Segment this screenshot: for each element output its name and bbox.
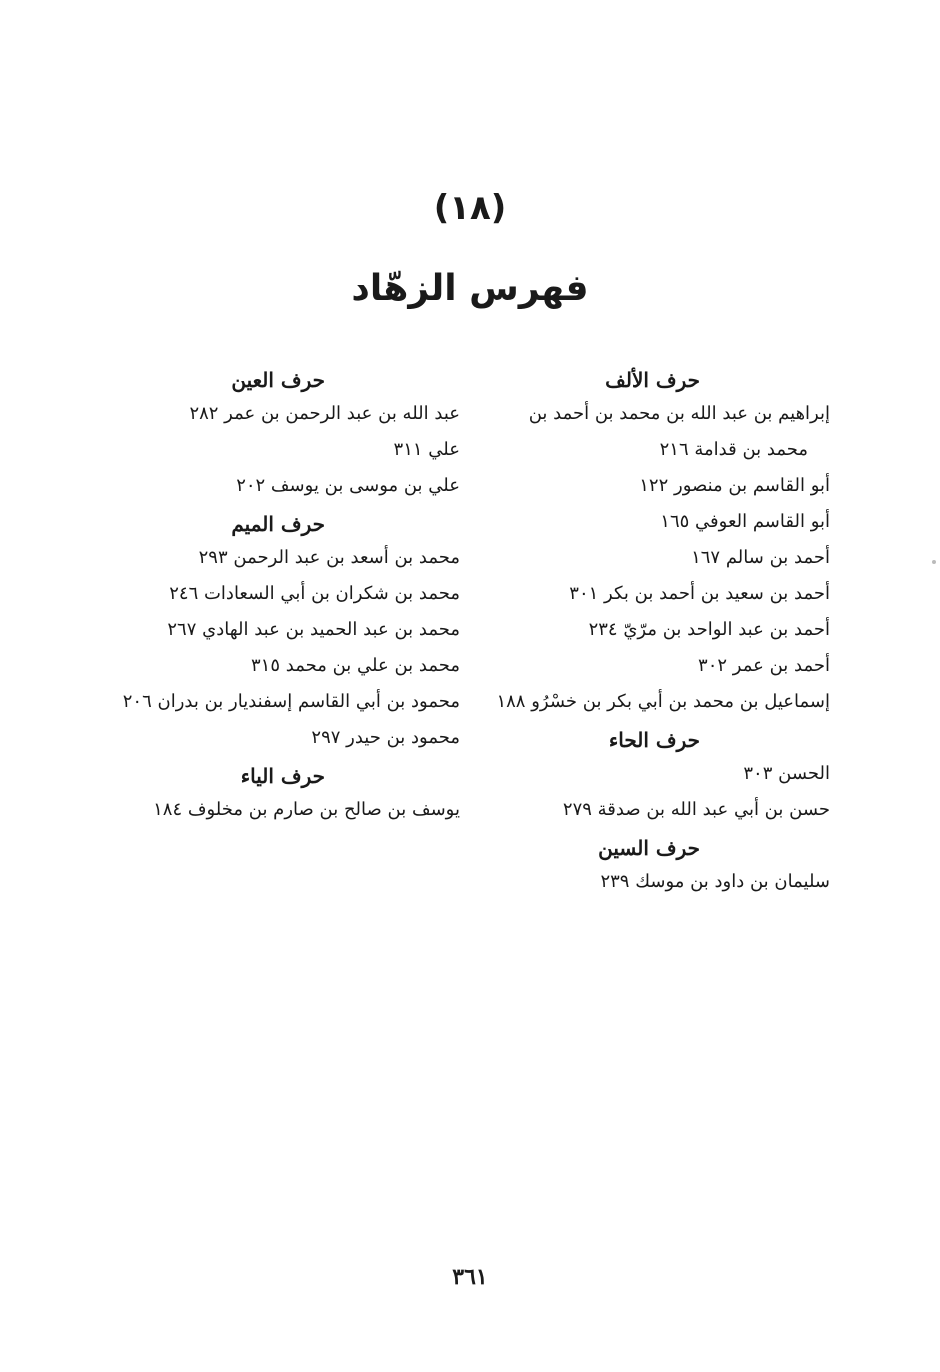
right-column	[496, 360, 830, 900]
index-entry: يوسف بن صالح بن صارم بن مخلوف ١٨٤	[153, 799, 460, 820]
section-heading: حرف الياء	[240, 764, 325, 788]
index-entry: محمد بن شكران بن أبي السعادات ٢٤٦	[169, 583, 460, 604]
index-entry: الحسن ٣٠٣	[743, 763, 830, 784]
index-entry: سليمان بن داود بن موسك ٢٣٩	[600, 871, 830, 892]
index-entry: محمد بن أسعد بن عبد الرحمن ٢٩٣	[198, 547, 460, 568]
index-entry: أحمد بن سعيد بن أحمد بن بكر ٣٠١	[569, 583, 830, 604]
index-entry: عبد الله بن عبد الرحمن بن عمر ٢٨٢	[189, 403, 460, 424]
index-entry-continuation: محمد بن قدامة ٢١٦	[659, 439, 808, 460]
index-entry: أبو القاسم بن منصور ١٢٢	[639, 475, 830, 496]
section-heading: حرف السين	[598, 836, 700, 860]
section-heading: حرف الحاء	[608, 728, 700, 752]
page-number: ٣٦١	[452, 1264, 488, 1290]
index-entry: أحمد بن عبد الواحد بن مرّيّ ٢٣٤	[588, 619, 830, 640]
index-entry: حسن بن أبي عبد الله بن صدقة ٢٧٩	[562, 799, 830, 820]
index-entry: علي ٣١١	[393, 439, 460, 460]
index-title: فهرس الزهّاد	[351, 268, 589, 309]
left-column	[100, 360, 460, 828]
index-entry: إبراهيم بن عبد الله بن محمد بن أحمد بن	[528, 403, 830, 424]
index-entry: محمود بن أبي القاسم إسفنديار بن بدران ٢٠٦	[122, 691, 460, 712]
index-entry: محمد بن علي بن محمد ٣١٥	[251, 655, 460, 676]
index-entry: محمود بن حيدر ٢٩٧	[311, 727, 460, 748]
section-heading: حرف العين	[231, 368, 325, 392]
index-entry: علي بن موسى بن يوسف ٢٠٢	[236, 475, 460, 496]
scan-speck	[932, 560, 936, 564]
section-heading: حرف الميم	[231, 512, 325, 536]
index-entry: محمد بن عبد الحميد بن عبد الهادي ٢٦٧	[167, 619, 460, 640]
section-heading: حرف الألف	[605, 368, 700, 392]
index-entry: إسماعيل بن محمد بن أبي بكر بن خسْرُو ١٨٨	[496, 691, 830, 712]
index-entry: أبو القاسم العوفي ١٦٥	[660, 511, 830, 532]
chapter-number: (١٨)	[433, 188, 507, 228]
index-entry: أحمد بن سالم ١٦٧	[691, 547, 830, 568]
index-entry: أحمد بن عمر ٣٠٢	[698, 655, 830, 676]
